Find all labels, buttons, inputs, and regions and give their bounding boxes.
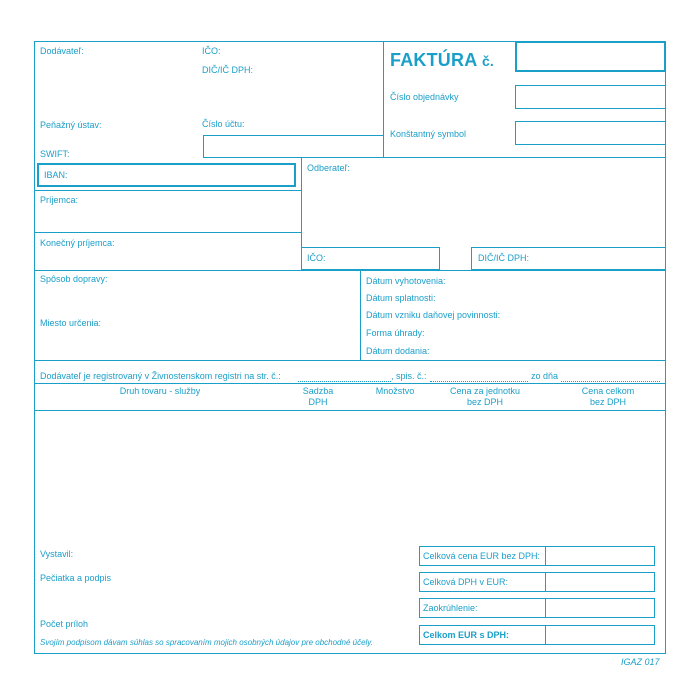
- registry-spis-field[interactable]: [430, 381, 528, 382]
- col-total-line1: Cena celkom: [581, 386, 635, 396]
- divider: [34, 190, 301, 191]
- stamp-signature-label: Pečiatka a podpis: [40, 573, 112, 583]
- invoice-number-field[interactable]: [515, 41, 666, 72]
- transport-method-label: Spôsob dopravy:: [40, 274, 108, 284]
- order-number-label: Číslo objednávky: [390, 92, 459, 102]
- divider: [545, 546, 546, 566]
- items-area[interactable]: [35, 411, 665, 541]
- customer-label: Odberateľ:: [307, 163, 350, 173]
- payment-form-label: Forma úhrady:: [366, 328, 425, 338]
- col-vat-rate-header: [288, 386, 348, 408]
- total-no-vat-label: Celková cena EUR bez DPH:: [423, 551, 541, 561]
- iban-field[interactable]: [37, 163, 296, 187]
- tax-date-label: Dátum vzniku daňovej povinnosti:: [366, 310, 501, 320]
- divider: [301, 157, 666, 158]
- due-date-label: Dátum splatnosti:: [366, 293, 436, 303]
- issue-date-label: Dátum vyhotovenia:: [366, 276, 446, 286]
- delivery-date-label: Dátum dodania:: [366, 346, 430, 356]
- col-unit-price-line2: bez DPH: [466, 397, 503, 407]
- iban-label: IBAN:: [44, 170, 68, 180]
- divider: [34, 270, 666, 271]
- invoice-title: [390, 50, 494, 71]
- customer-ico-label: IČO:: [307, 253, 326, 263]
- account-number-field[interactable]: [203, 135, 384, 158]
- col-quantity-header: Množstvo: [375, 386, 415, 396]
- account-number-label: Číslo účtu:: [202, 119, 245, 129]
- swift-label: SWIFT:: [40, 149, 70, 159]
- registry-text: Dodávateľ je registrovaný v Živnostenskom registri na str. č.:: [40, 371, 281, 381]
- divider: [34, 232, 301, 233]
- attachments-label: Počet príloh: [40, 619, 89, 629]
- invoice-number-suffix: č.: [481, 53, 495, 69]
- registry-date-label: zo dňa: [531, 371, 559, 381]
- bank-label: Peňažný ústav:: [40, 120, 102, 130]
- registry-spis-label: , spis. č.:: [391, 371, 427, 381]
- destination-label: Miesto určenia:: [40, 318, 102, 328]
- col-unit-price-header: [440, 386, 530, 408]
- divider: [545, 598, 546, 618]
- total-vat-label: Celková DPH v EUR:: [423, 577, 509, 587]
- col-total-header: [563, 386, 653, 408]
- rounding-label: Zaokrúhlenie:: [423, 603, 478, 613]
- consent-text: Svojím podpisom dávam súhlas so spracovaním mojich osobných údajov pre obchodné účely.: [40, 638, 373, 647]
- divider: [34, 360, 666, 361]
- registry-date-field[interactable]: [561, 381, 660, 382]
- grand-total-label: Celkom EUR s DPH:: [423, 630, 510, 640]
- invoice-title-text: FAKTÚRA: [390, 50, 477, 70]
- supplier-ico-label: IČO:: [202, 46, 221, 56]
- constant-symbol-field[interactable]: [515, 121, 666, 145]
- col-goods-header: Druh tovaru - služby: [119, 386, 201, 396]
- customer-dic-label: DIČ/IČ DPH:: [478, 253, 530, 263]
- registry-page-field[interactable]: [298, 381, 391, 382]
- constant-symbol-label: Konštantný symbol: [390, 129, 467, 139]
- issued-by-label: Vystavil:: [40, 549, 74, 559]
- recipient-label: Príjemca:: [40, 195, 79, 205]
- form-code: IGAZ 017: [621, 657, 660, 667]
- col-total-line2: bez DPH: [589, 397, 626, 407]
- col-vat-rate-line2: DPH: [308, 397, 328, 407]
- col-unit-price-line1: Cena za jednotku: [449, 386, 521, 396]
- final-recipient-label: Konečný príjemca:: [40, 238, 115, 248]
- divider: [34, 383, 666, 384]
- supplier-label: Dodávateľ:: [40, 46, 84, 56]
- col-vat-rate-line1: Sadzba: [302, 386, 334, 396]
- order-number-field[interactable]: [515, 85, 666, 109]
- divider: [545, 572, 546, 592]
- supplier-dic-label: DIČ/IČ DPH:: [202, 65, 254, 75]
- divider: [545, 625, 546, 645]
- divider: [360, 270, 361, 360]
